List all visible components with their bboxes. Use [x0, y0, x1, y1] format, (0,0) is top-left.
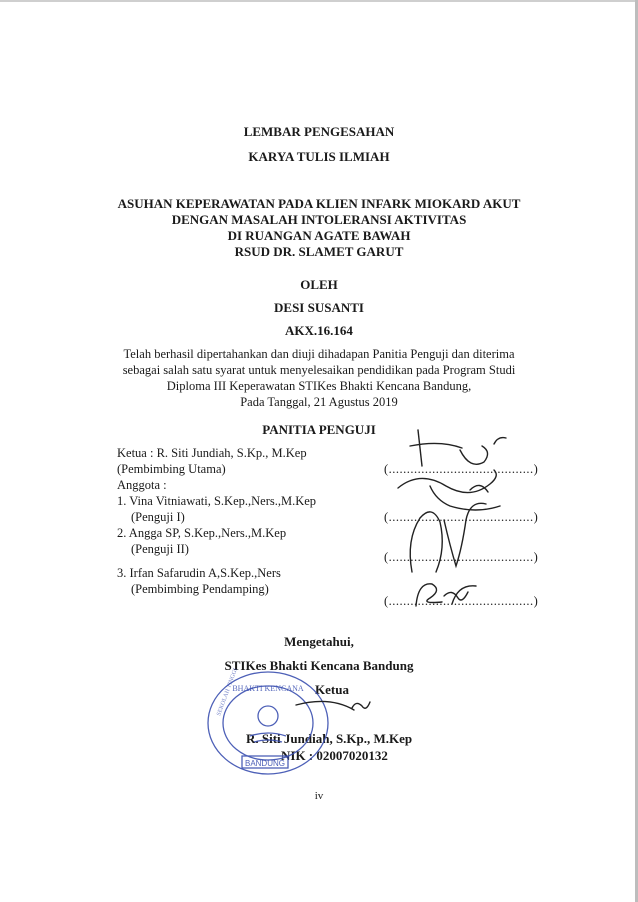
stamp-inner-text: BHAKTI KENCANA: [232, 684, 304, 693]
statement-line-1: Telah berhasil dipertahankan dan diuji dihadapan Panitia Penguji dan diterima: [123, 347, 515, 361]
statement-line-4: Pada Tanggal, 21 Agustus 2019: [240, 395, 398, 409]
signatory-nik: NIK : 02007020132: [281, 748, 388, 763]
known-label: Mengetahui,: [284, 634, 354, 649]
signature-blank-chair: (........................................): [384, 462, 539, 476]
signature-blank-member-3: (........................................): [384, 594, 539, 608]
institution-name: STIKes Bhakti Kencana Bandung: [224, 658, 414, 673]
statement-line-2: sebagai salah satu syarat untuk menyelesaikan pendidikan pada Program Studi: [122, 363, 516, 377]
members-label: Anggota :: [117, 478, 167, 492]
member-1-role: (Penguji I): [131, 510, 185, 524]
page-number: iv: [314, 790, 324, 802]
thesis-title-line-2: DENGAN MASALAH INTOLERANSI AKTIVITAS: [171, 212, 467, 227]
stamp-city: BANDUNG: [244, 759, 286, 768]
signatory-name: R. Siti Jundiah, S.Kp., M.Kep: [246, 731, 413, 746]
statement-line-3: Diploma III Keperawatan STIKes Bhakti Kencana Bandung,: [166, 379, 472, 393]
thesis-title-line-4: RSUD DR. SLAMET GARUT: [234, 244, 404, 259]
chair-role: (Pembimbing Utama): [117, 462, 226, 476]
member-1-name: 1. Vina Vitniawati, S.Kep.,Ners.,M.Kep: [117, 494, 317, 508]
signature-chair: [410, 430, 506, 466]
signature-approver: [296, 701, 370, 710]
student-id: AKX.16.164: [285, 323, 353, 338]
signature-blank-member-2: (........................................): [384, 550, 539, 564]
signature-blank-member-1: (........................................): [384, 510, 539, 524]
author-name: DESI SUSANTI: [274, 300, 364, 315]
position-label: Ketua: [315, 682, 349, 697]
member-3-name: 3. Irfan Safarudin A,S.Kep.,Ners: [117, 566, 281, 580]
chair-line: Ketua : R. Siti Jundiah, S.Kp., M.Kep: [117, 446, 307, 460]
by-label: OLEH: [300, 277, 338, 292]
signature-member-2: [410, 503, 486, 572]
header-subtitle: KARYA TULIS ILMIAH: [248, 149, 390, 164]
committee-heading: PANITIA PENGUJI: [262, 422, 376, 437]
thesis-title-line-1: ASUHAN KEPERAWATAN PADA KLIEN INFARK MIOKARD AKUT: [117, 196, 521, 211]
header-title: LEMBAR PENGESAHAN: [243, 124, 395, 139]
stamp-outer-text: SEKOLAH TINGGI: [216, 667, 240, 717]
member-2-role: (Penguji II): [131, 542, 189, 556]
thesis-title-line-3: DI RUANGAN AGATE BAWAH: [227, 228, 411, 243]
signature-member-3: [416, 584, 476, 606]
member-3-role: (Pembimbing Pendamping): [131, 582, 269, 596]
member-2-name: 2. Angga SP, S.Kep.,Ners.,M.Kep: [117, 526, 287, 540]
